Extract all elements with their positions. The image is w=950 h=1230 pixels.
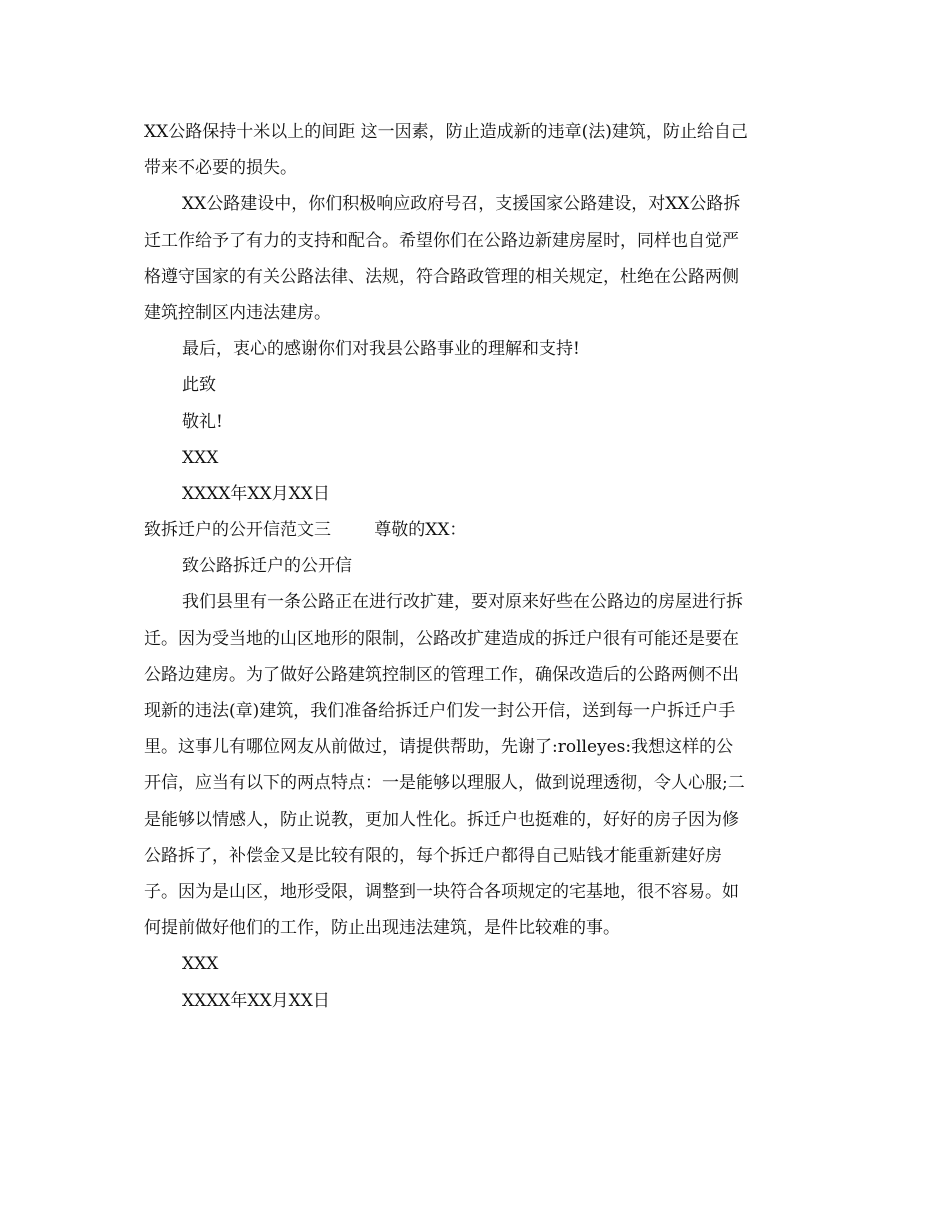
closing-thanks-line: 最后，衷心的感谢你们对我县公路事业的理解和支持! bbox=[182, 339, 580, 360]
paragraph-start-line: XX公路建设中，你们积极响应政府号召，支援国家公路建设，对XX公路拆 bbox=[182, 194, 741, 215]
date-line: XXXX年XX月XX日 bbox=[182, 990, 330, 1011]
paragraph-start-line: 我们县里有一条公路正在进行改扩建，要对原来好些在公路边的房屋进行拆 bbox=[182, 592, 743, 613]
signature-line: XXX bbox=[182, 954, 219, 975]
text-line: 开信，应当有以下的两点特点：一是能够以理服人，做到说理透彻，令人心服;二 bbox=[144, 773, 745, 794]
text-line: 带来不必要的损失。 bbox=[144, 158, 297, 179]
text-line: 公路边建房。为了做好公路建筑控制区的管理工作，确保改造后的公路两侧不出 bbox=[144, 664, 739, 685]
document-body bbox=[144, 114, 809, 1019]
text-line: 公路拆了，补偿金又是比较有限的，每个拆迁户都得自己贴钱才能重新建好房 bbox=[144, 845, 722, 866]
text-line: XX公路保持十米以上的间距 这一因素，防止造成新的违章(法)建筑，防止给自己 bbox=[144, 122, 748, 142]
section-heading-line: 致拆迁户的公开信范文三 尊敬的XX： bbox=[144, 520, 467, 541]
letter-title-line: 致公路拆迁户的公开信 bbox=[182, 556, 352, 577]
text-line: 建筑控制区内违法建房。 bbox=[144, 302, 331, 323]
text-line: 子。因为是山区，地形受限，调整到一块符合各项规定的宅基地，很不容易。如 bbox=[144, 881, 739, 902]
text-line: 现新的违法(章)建筑，我们准备给拆迁户们发一封公开信，送到每一户拆迁户手 bbox=[144, 701, 736, 721]
text-line: 何提前做好他们的工作，防止出现违法建筑，是件比较难的事。 bbox=[144, 918, 620, 939]
date-line: XXXX年XX月XX日 bbox=[182, 483, 330, 504]
text-line: 里。这事儿有哪位网友从前做过，请提供帮助，先谢了:rolleyes:我想这样的公 bbox=[144, 737, 734, 758]
salutation-line: 敬礼! bbox=[182, 411, 223, 432]
text-line: 格遵守国家的有关公路法律、法规，符合路政管理的相关规定，杜绝在公路两侧 bbox=[144, 266, 739, 287]
text-line: 是能够以情感人，防止说教，更加人性化。拆迁户也挺难的，好好的房子因为修 bbox=[144, 809, 739, 830]
text-line: 迁工作给予了有力的支持和配合。希望你们在公路边新建房屋时，同样也自觉严 bbox=[144, 230, 739, 251]
text-line: 迁。因为受当地的山区地形的限制，公路改扩建造成的拆迁户很有可能还是要在 bbox=[144, 628, 739, 649]
signature-line: XXX bbox=[182, 447, 219, 468]
salutation-line: 此致 bbox=[182, 375, 216, 396]
